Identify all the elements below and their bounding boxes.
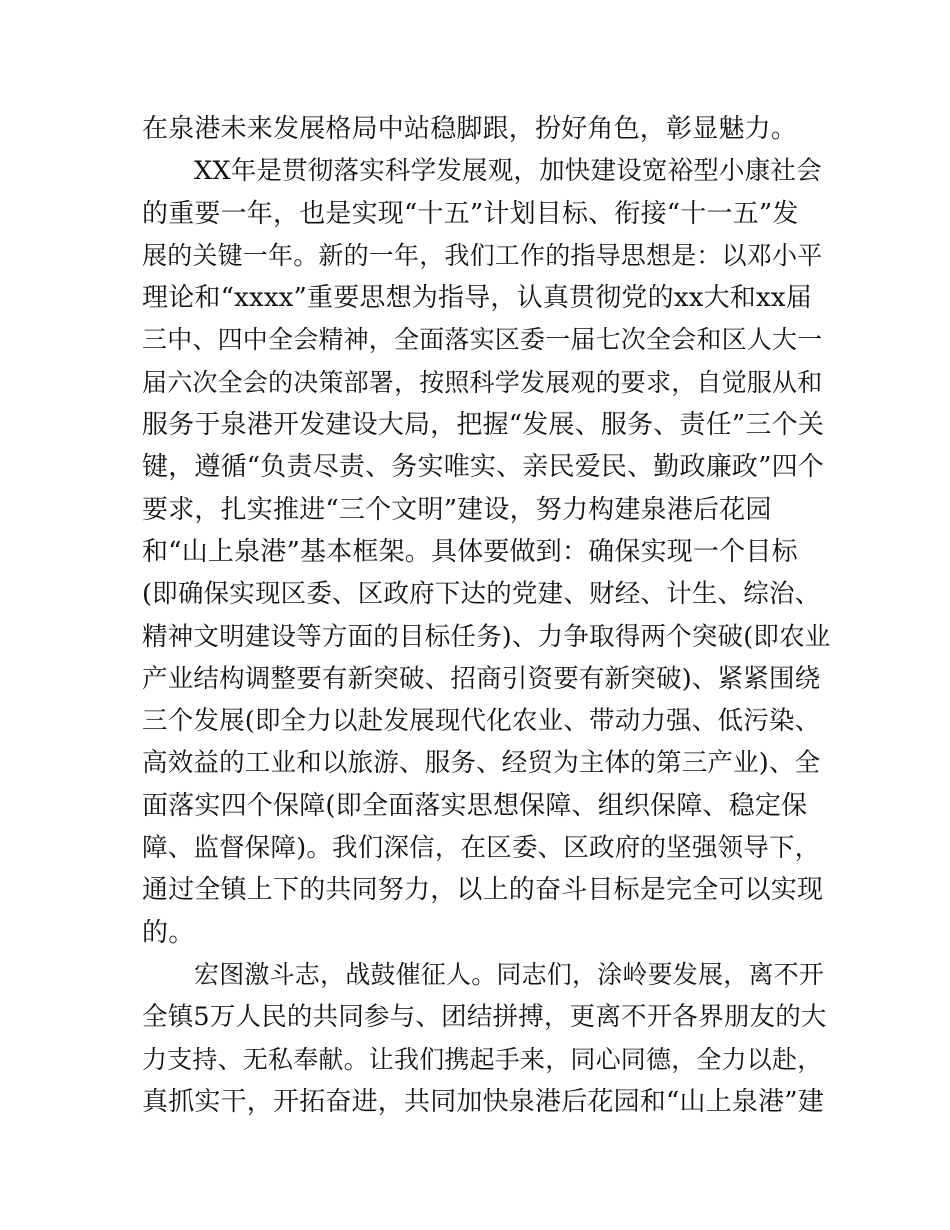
text-line: 产业结构调整要有新突破、招商引资要有新突破)、紧紧围绕 xyxy=(142,663,821,694)
text-line: 展的关键一年。新的一年，我们工作的指导思想是：以邓小平 xyxy=(142,240,823,270)
text-line: 通过全镇上下的共同努力，以上的奋斗目标是完全可以实现 xyxy=(142,875,824,906)
text-line: (即确保实现区委、区政府下达的党建、财经、计生、综治、 xyxy=(142,579,821,610)
body-text xyxy=(142,108,832,1123)
text-line: 全镇5万人民的共同参与、团结拼搏，更离不开各界朋友的大 xyxy=(142,1002,827,1033)
text-line: 届六次全会的决策部署，按照科学发展观的要求，自觉服从和 xyxy=(142,367,823,397)
text-line: 在泉港未来发展格局中站稳脚跟，扮好角色，彰显魅力。 xyxy=(142,114,798,144)
text-line: 服务于泉港开发建设大局，把握“发展、服务、责任”三个关 xyxy=(142,410,824,441)
text-line: 高效益的工业和以旅游、服务、经贸为主体的第三产业)、全 xyxy=(142,748,821,779)
text-line: 的。 xyxy=(142,917,195,948)
text-line: 障、监督保障)。我们深信，在区委、区政府的坚强领导下， xyxy=(142,833,821,864)
text-line: 三个发展(即全力以赴发展现代化农业、带动力强、低污染、 xyxy=(142,706,821,737)
text-line: 要求，扎实推进“三个文明”建设，努力构建泉港后花园 xyxy=(142,494,772,525)
text-line: 真抓实干，开拓奋进，共同加快泉港后花园和“山上泉港”建 xyxy=(142,1086,824,1117)
text-line: 键，遵循“负责尽责、务实唯实、亲民爱民、勤政廉政”四个 xyxy=(142,452,824,483)
text-line: 和“山上泉港”基本框架。具体要做到：确保实现一个目标 xyxy=(142,536,798,567)
text-line: 理论和“xxxx”重要思想为指导，认真贯彻党的xx大和xx届 xyxy=(142,283,812,314)
text-line: 的重要一年，也是实现“十五”计划目标、衔接“十一五”发 xyxy=(142,198,799,229)
text-line: XX年是贯彻落实科学发展观，加快建设宽裕型小康社会 xyxy=(194,156,822,187)
text-line: 三中、四中全会精神，全面落实区委一届七次全会和区人大一 xyxy=(142,325,823,355)
text-line: 力支持、无私奉献。让我们携起手来，同心同德，全力以赴， xyxy=(142,1044,823,1074)
text-line: 宏图激斗志，战鼓催征人。同志们，涂岭要发展，离不开 xyxy=(194,959,825,989)
text-line: 面落实四个保障(即全面落实思想保障、组织保障、稳定保 xyxy=(142,790,808,821)
text-line: 精神文明建设等方面的目标任务)、力争取得两个突破(即农业 xyxy=(142,621,831,652)
